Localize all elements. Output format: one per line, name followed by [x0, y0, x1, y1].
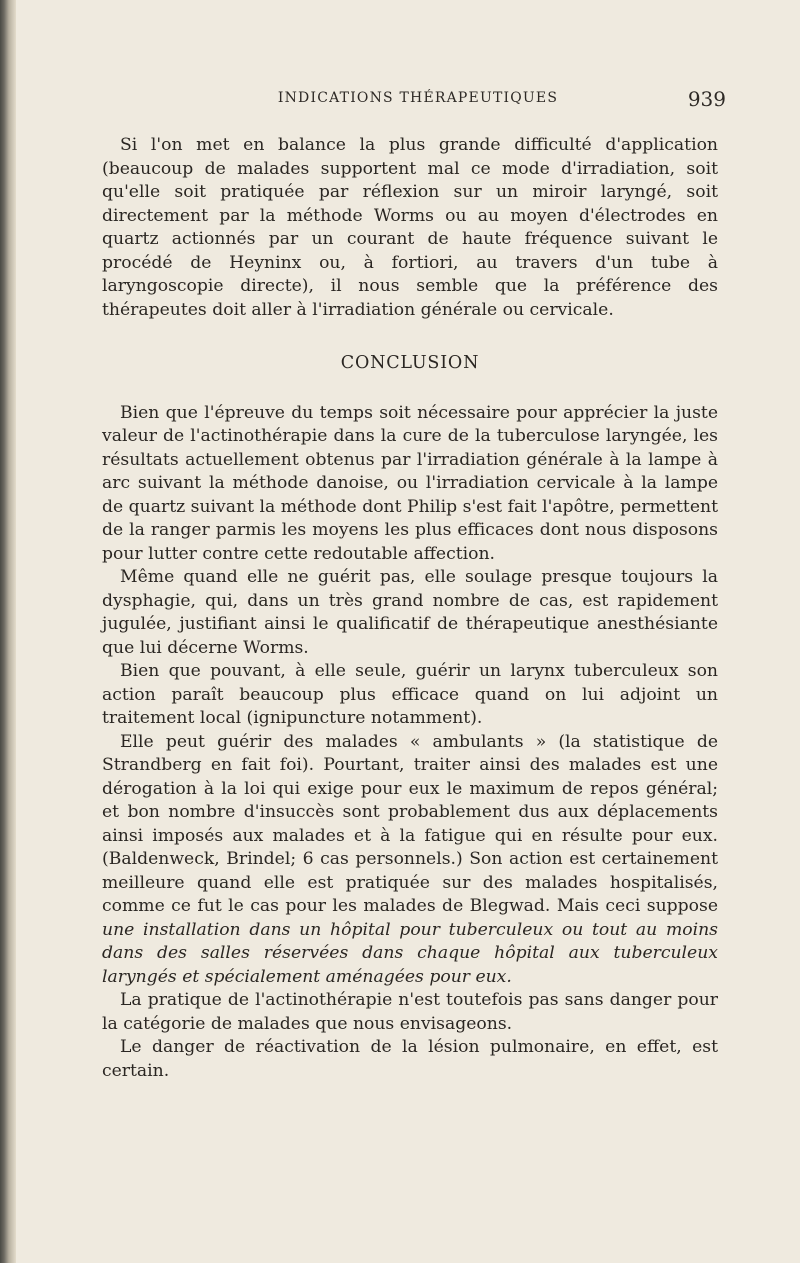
section-title-conclusion: CONCLUSION	[340, 353, 480, 373]
page-number: 939	[687, 87, 726, 111]
page-header	[110, 87, 726, 112]
conclusion-paragraph-1: Bien que l'épreuve du temps soit nécessaire pour apprécier la juste valeur de l'actinothérapie dans la cure de la tuberculose laryngée, les résultats actuellement obtenus par l'irradiation générale à la lampe à arc suivant la méthode danoise, ou l'irradiation cervicale à la lampe de quartz suivant la méthode dont Philip s'est fait l'apôtre, permettent de la ranger parmis les moyens les plus efficaces dont nous disposons pour lutter contre cette redoutable affection.	[102, 402, 718, 564]
conclusion-paragraph-4	[102, 731, 718, 990]
paragraph-4-italic-text: une installation dans un hôpital pour tuberculeux ou tout au moins dans des salles réservées dans chaque hôpital aux tuberculeux laryngés et spécialement aménagées pour eux.	[102, 919, 718, 987]
conclusion-paragraph-5: La pratique de l'actinothérapie n'est toutefois pas sans danger pour la catégorie de malades que nous envisageons.	[102, 990, 718, 1034]
paragraph-4-text: Elle peut guérir des malades « ambulants » (la statistique de Strandberg en fait foi). Pourtant, traiter ainsi des malades est une dérogation à la loi qui exige pour eux le maximum de repos général; et bon nombre d'insuccès sont probablement dus aux déplacements ainsi imposés aux malades et à la fatigue qui en résulte pour eux. (Baldenweck, Brindel; 6 cas personnels.) Son action est certainement meilleure quand elle est pratiquée sur des malades hospitalisés, comme ce fut le cas pour les malades de Blegwad. Mais ceci suppose	[102, 731, 718, 916]
running-title: INDICATIONS THÉRAPEUTIQUES	[277, 90, 559, 106]
conclusion-paragraph-6: Le danger de réactivation de la lésion pulmonaire, en effet, est certain.	[102, 1037, 718, 1081]
page-body	[102, 134, 718, 1083]
conclusion-paragraph-3: Bien que pouvant, à elle seule, guérir un larynx tuberculeux son action paraît beaucoup plus efficace quand on lui adjoint un traitement local (ignipuncture notamment).	[102, 661, 718, 728]
conclusion-paragraph-2: Même quand elle ne guérit pas, elle soulage presque toujours la dysphagie, qui, dans un très grand nombre de cas, est rapidement jugulée, justifiant ainsi le qualificatif de thérapeutique anesthésiante que lui décerne Worms.	[102, 567, 718, 658]
intro-paragraph: Si l'on met en balance la plus grande difficulté d'application (beaucoup de malades supportent mal ce mode d'irradiation, soit qu'elle soit pratiquée par réflexion sur un miroir laryngé, soit directement par la méthode Worms ou au moyen d'électrodes en quartz actionnés par un courant de haute fréquence suivant le procédé de Heyninx ou, à fortiori, au travers d'un tube à laryngoscopie directe), il nous semble que la préférence des thérapeutes doit aller à l'irradiation générale ou cervicale.	[102, 135, 718, 320]
page-binding-edge	[0, 0, 16, 1263]
